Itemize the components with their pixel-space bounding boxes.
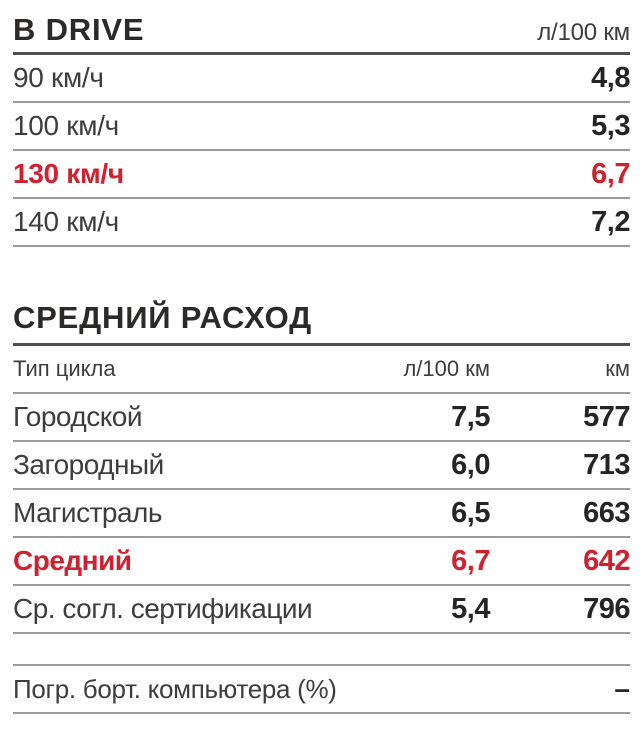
cycle-label: Ср. согл. сертификации xyxy=(13,593,313,624)
average-section-title: СРЕДНИЙ РАСХОД xyxy=(13,300,313,335)
speed-label: 130 км/ч xyxy=(13,158,124,189)
table-row-country xyxy=(13,442,630,490)
drive-row-130-highlighted xyxy=(13,151,630,199)
cycle-label: Городской xyxy=(13,401,143,432)
speed-label: 90 км/ч xyxy=(13,62,104,93)
cycle-label: Загородный xyxy=(13,449,164,480)
average-table-column-headers xyxy=(13,346,630,394)
onboard-computer-error-value: – xyxy=(614,673,630,704)
onboard-computer-error-row xyxy=(13,666,630,714)
column-header-consumption: л/100 км xyxy=(403,356,490,381)
consumption-value: 4,8 xyxy=(591,61,630,94)
range-value: 713 xyxy=(583,448,630,481)
cycle-label: Магистраль xyxy=(13,497,162,528)
consumption-value: 6,7 xyxy=(451,544,490,577)
onboard-computer-error-label: Погр. борт. компьютера (%) xyxy=(13,673,337,704)
average-consumption-section xyxy=(13,299,630,634)
consumption-value: 5,3 xyxy=(591,109,630,142)
drive-unit-header: л/100 км xyxy=(537,19,630,46)
table-row-certification xyxy=(13,586,630,634)
consumption-value: 7,5 xyxy=(451,400,490,433)
drive-section-header xyxy=(13,0,630,55)
column-header-cycle: Тип цикла xyxy=(13,356,116,381)
range-value: 796 xyxy=(583,592,630,625)
consumption-value: 6,0 xyxy=(451,448,490,481)
table-row-average-highlighted xyxy=(13,538,630,586)
drive-section-title: В DRIVE xyxy=(13,12,145,47)
drive-row-100 xyxy=(13,103,630,151)
column-header-range: км xyxy=(605,356,630,381)
average-section-header xyxy=(13,299,630,346)
drive-row-140 xyxy=(13,199,630,247)
consumption-value: 7,2 xyxy=(591,205,630,238)
consumption-value: 6,7 xyxy=(591,157,630,190)
speed-label: 100 км/ч xyxy=(13,110,119,141)
onboard-computer-error-section xyxy=(13,664,630,714)
drive-consumption-section xyxy=(13,0,630,247)
table-row-highway xyxy=(13,490,630,538)
range-value: 642 xyxy=(583,544,630,577)
drive-row-90 xyxy=(13,55,630,103)
range-value: 663 xyxy=(583,496,630,529)
consumption-value: 5,4 xyxy=(451,592,490,625)
speed-label: 140 км/ч xyxy=(13,206,119,237)
range-value: 577 xyxy=(583,400,630,433)
table-row-city xyxy=(13,394,630,442)
consumption-value: 6,5 xyxy=(451,496,490,529)
cycle-label: Средний xyxy=(13,545,132,576)
